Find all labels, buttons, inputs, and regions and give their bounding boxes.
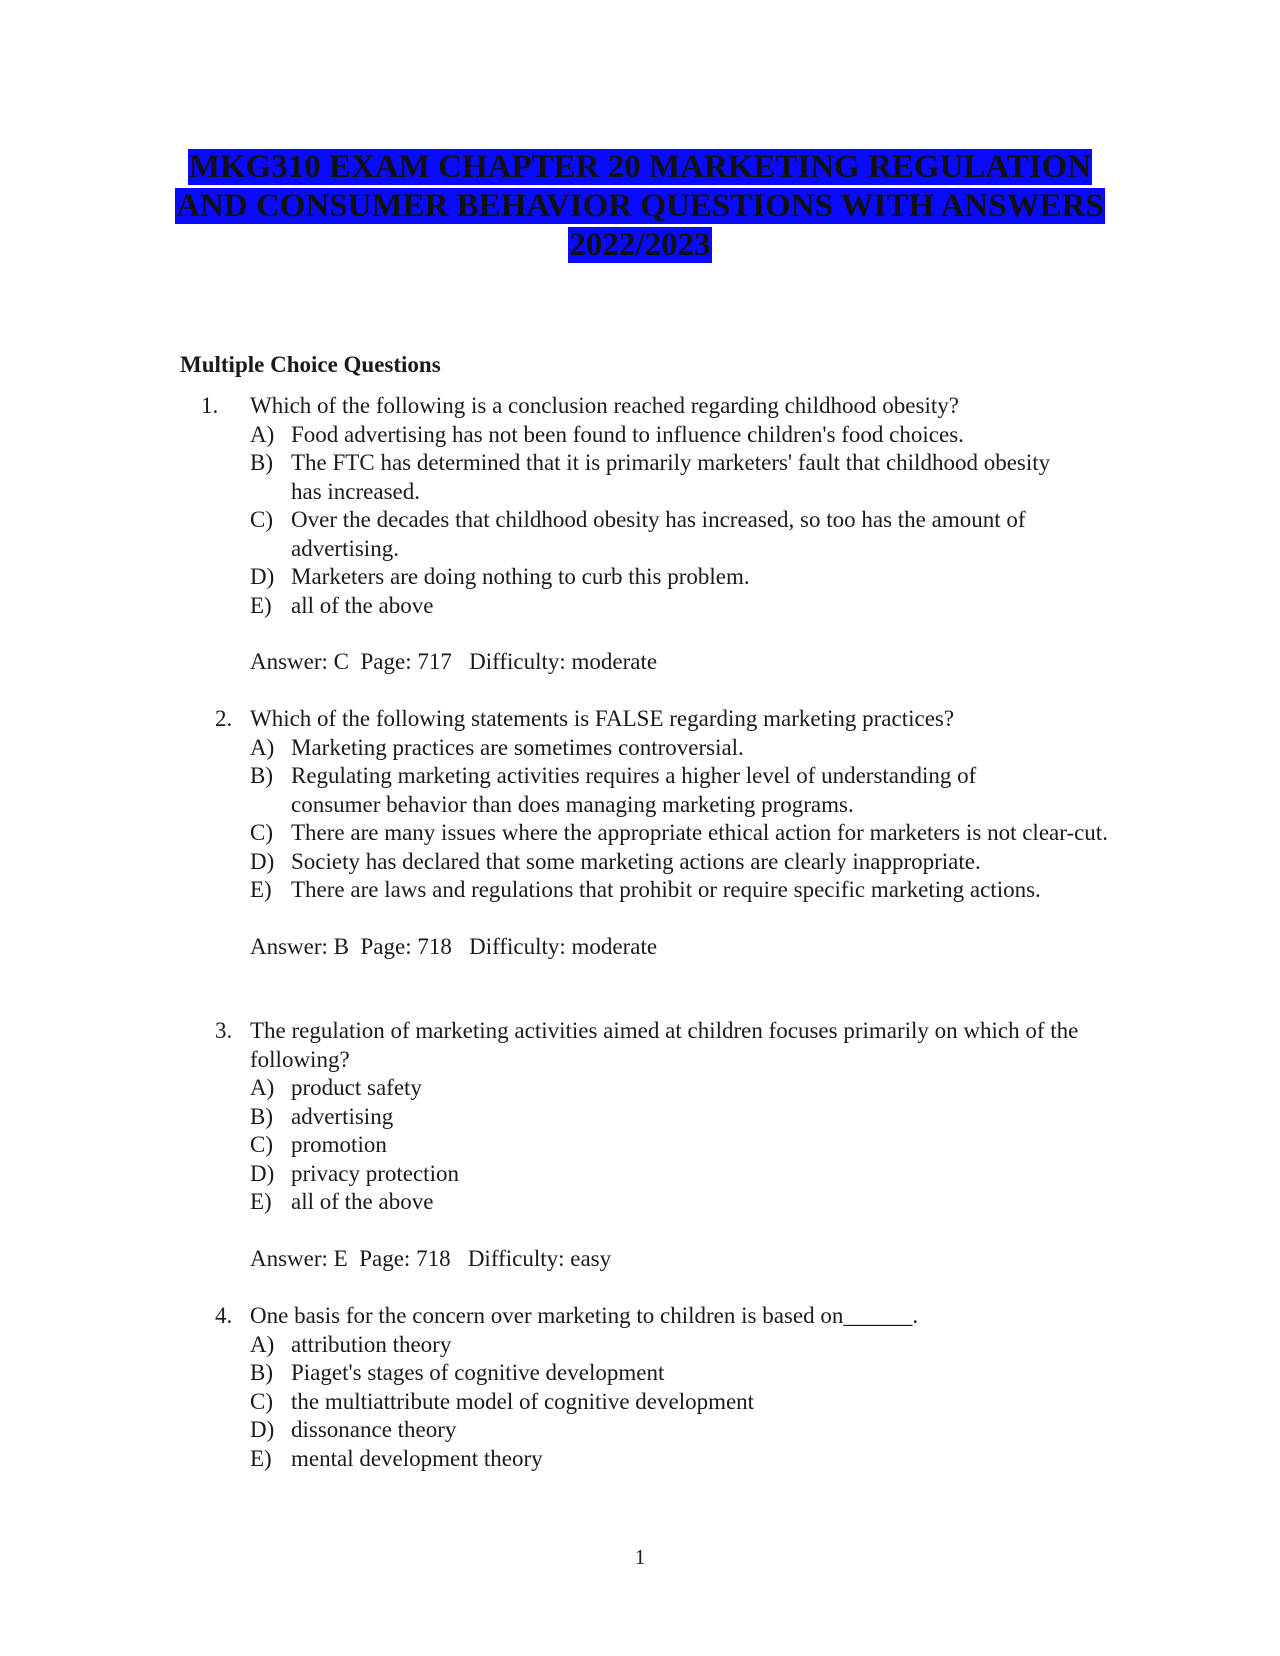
option-e: E) all of the above xyxy=(250,1189,434,1214)
option-d: D) dissonance theory xyxy=(250,1417,457,1442)
option-a: A) product safety xyxy=(250,1075,422,1100)
question-number: 2. xyxy=(215,706,233,731)
option-d: D) Society has declared that some marketing actions are clearly inappropriate. xyxy=(250,848,981,874)
page-number: 1 xyxy=(634,1545,646,1569)
question-2 xyxy=(215,705,1110,961)
question-4 xyxy=(215,1302,1110,1473)
section-heading: Multiple Choice Questions xyxy=(180,352,441,377)
option-c: C) Over the decades that childhood obesity has increased, so too has the amount of advertising. xyxy=(250,507,1026,561)
option-c: C) There are many issues where the appropriate ethical action for marketers is not clear-cut. xyxy=(250,820,1108,845)
option-a: A) attribution theory xyxy=(250,1331,452,1357)
option-b: B) The FTC has determined that it is primarily marketers' fault that childhood obesity has increased. xyxy=(250,450,1051,504)
question-text: One basis for the concern over marketing to children is based on______. xyxy=(250,1303,919,1328)
option-c: C) the multiattribute model of cognitive development xyxy=(250,1388,755,1414)
answer-line: Answer: B Page: 718 Difficulty: moderate xyxy=(250,933,658,959)
answer-line: Answer: C Page: 717 Difficulty: moderate xyxy=(250,649,658,674)
option-c: C) promotion xyxy=(250,1132,387,1157)
option-b: B) Regulating marketing activities requires a higher level of understanding of consumer behavior than does managing marketing programs. xyxy=(250,763,977,817)
option-d: D) privacy protection xyxy=(250,1160,459,1186)
question-text: Which of the following is a conclusion reached regarding childhood obesity? xyxy=(250,393,959,418)
question-text: Which of the following statements is FALSE regarding marketing practices? xyxy=(250,706,955,731)
option-e: E) all of the above xyxy=(250,592,434,618)
document-title xyxy=(150,148,1130,265)
question-number: 4. xyxy=(215,1303,233,1328)
option-e: E) mental development theory xyxy=(250,1445,543,1471)
title-line-3: 2022/2023 xyxy=(569,227,711,263)
question-text: The regulation of marketing activities aimed at children focuses primarily on which of the following? xyxy=(250,1018,1079,1072)
option-b: B) Piaget's stages of cognitive development xyxy=(250,1360,665,1385)
question-1 xyxy=(201,392,1080,677)
title-line-2: AND CONSUMER BEHAVIOR QUESTIONS WITH ANSWERS xyxy=(176,188,1104,224)
question-number: 1. xyxy=(201,393,219,418)
option-a: A) Food advertising has not been found to influence children's food choices. xyxy=(250,421,964,447)
title-line-1: MKG310 EXAM CHAPTER 20 MARKETING REGULATION xyxy=(188,149,1092,185)
option-b: B) advertising xyxy=(250,1103,394,1129)
option-e: E) There are laws and regulations that prohibit or require specific marketing actions. xyxy=(250,877,1041,902)
answer-line: Answer: E Page: 718 Difficulty: easy xyxy=(250,1245,612,1271)
question-number: 3. xyxy=(215,1018,233,1043)
option-d: D) Marketers are doing nothing to curb this problem. xyxy=(250,564,750,589)
option-a: A) Marketing practices are sometimes controversial. xyxy=(250,734,744,760)
question-3 xyxy=(215,1017,1090,1273)
